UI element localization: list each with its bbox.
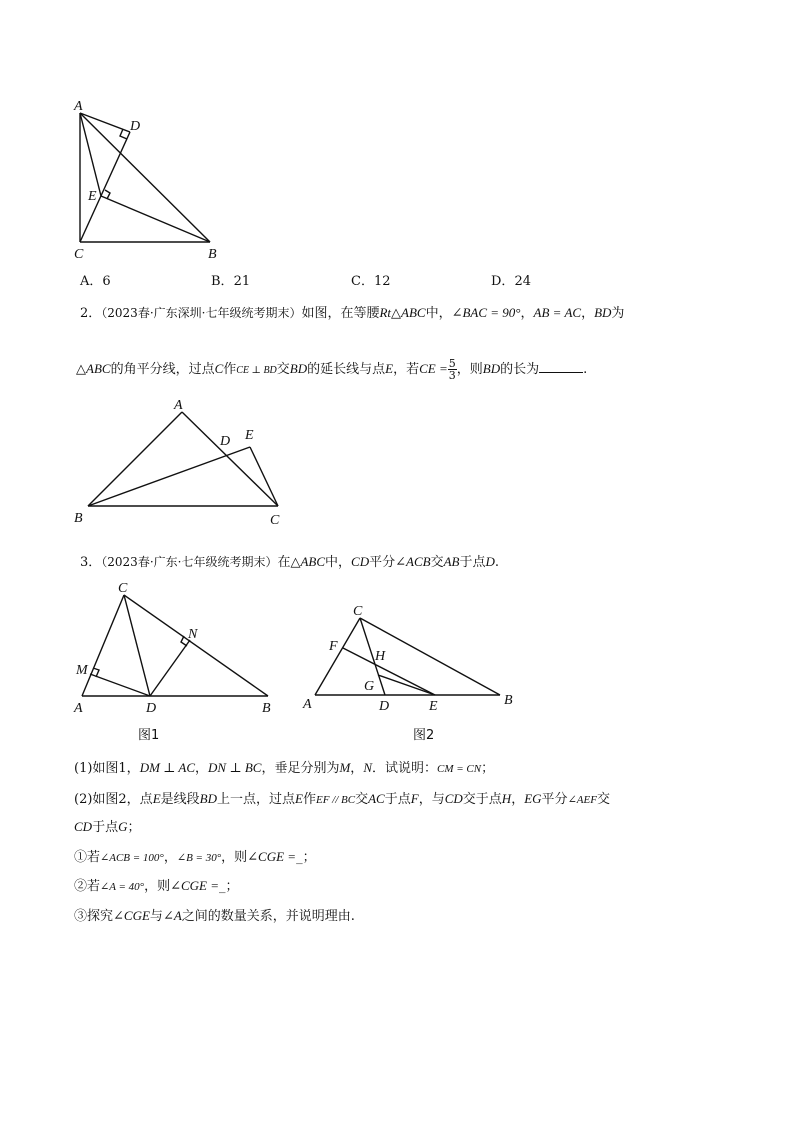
q2-line-1: 2．（2023春·广东深圳·七年级统考期末）如图，在等腰Rt△ABC中，∠BAC = 90°，AB = AC，BD为 (80, 305, 625, 321)
label-B: B (262, 701, 271, 716)
figure-3-1 (70, 578, 290, 748)
label-D: D (130, 119, 141, 134)
figure-1-triangle (60, 90, 240, 270)
segment-CE (250, 447, 278, 506)
label-E: E (429, 699, 438, 714)
segment-CA (82, 595, 124, 696)
label-B: B (208, 247, 217, 262)
segment-DM (90, 674, 150, 696)
segment-AC (182, 412, 278, 506)
label-D: D (146, 701, 157, 716)
label-C: C (74, 247, 84, 262)
figure-2-triangle (70, 392, 300, 532)
label-A: A (174, 398, 183, 413)
label-F: F (329, 639, 338, 654)
answer-blank[interactable] (539, 360, 583, 373)
q3-sub-2: ②若∠A = 40°，则∠CGE =_； (74, 878, 239, 894)
q3-part-2-line-1: (2)如图2，点E是线段BD上一点，过点E作EF // BC交AC于点F，与CD交于点H，EG平分∠AEF交 (74, 791, 610, 807)
label-D: D (220, 434, 231, 449)
q1-choice-d[interactable]: D．24 (491, 274, 531, 289)
segment-CD (80, 132, 130, 242)
segment-FE (343, 648, 435, 695)
label-N: N (188, 627, 198, 642)
caption-fig-1: 图1 (138, 728, 160, 743)
segment-EG (378, 675, 435, 695)
label-C: C (118, 581, 128, 596)
segment-DN (150, 640, 190, 696)
segment-AB (88, 412, 182, 506)
label-E: E (88, 189, 97, 204)
q3-stem: 3．（2023春·广东·七年级统考期末）在△ABC中，CD平分∠ACB交AB于点D. (80, 554, 500, 570)
label-D: D (379, 699, 390, 714)
segment-CA (315, 618, 360, 695)
q1-choice-a[interactable]: A．6 (80, 274, 111, 289)
fraction-5-3: $\frac{5}{3}$ (448, 357, 456, 382)
answer-blank-2[interactable]: _； (219, 879, 239, 894)
caption-fig-2: 图2 (413, 728, 435, 743)
label-A: A (303, 697, 312, 712)
segment-AE (80, 113, 101, 196)
label-H: H (375, 649, 386, 664)
label-C: C (270, 513, 280, 528)
q1-choice-c[interactable]: C．12 (351, 274, 391, 289)
q3-part-1: (1)如图1，DM ⊥ AC，DN ⊥ BC，垂足分别为M，N．试说明：CM = CN； (74, 760, 495, 776)
label-G: G (364, 679, 375, 694)
q2-line-2: △ABC的角平分线，过点C作CE ⊥ BD交BD的延长线与点E，若CE = $\frac{5}{3}$ ，则BD的长为 . (76, 357, 588, 382)
q1-choice-b[interactable]: B．21 (211, 274, 251, 289)
label-A: A (74, 99, 83, 114)
answer-blank-1[interactable]: _； (296, 850, 316, 865)
segment-BE (88, 447, 250, 506)
label-M: M (76, 663, 88, 678)
q3-sub-3: ③探究∠CGE与∠A之间的数量关系，并说明理由. (74, 908, 355, 924)
q3-sub-1: ①若∠ACB = 100°，∠B = 30°，则∠CGE =_； (74, 849, 316, 865)
figure-3-2 (295, 598, 525, 748)
q3-part-2-line-2: CD于点G； (74, 819, 141, 835)
label-C: C (353, 604, 363, 619)
segment-EB (101, 196, 210, 242)
label-A: A (74, 701, 83, 716)
label-B: B (504, 693, 513, 708)
label-E: E (245, 428, 254, 443)
label-B: B (74, 511, 83, 526)
segment-AB (80, 113, 210, 242)
